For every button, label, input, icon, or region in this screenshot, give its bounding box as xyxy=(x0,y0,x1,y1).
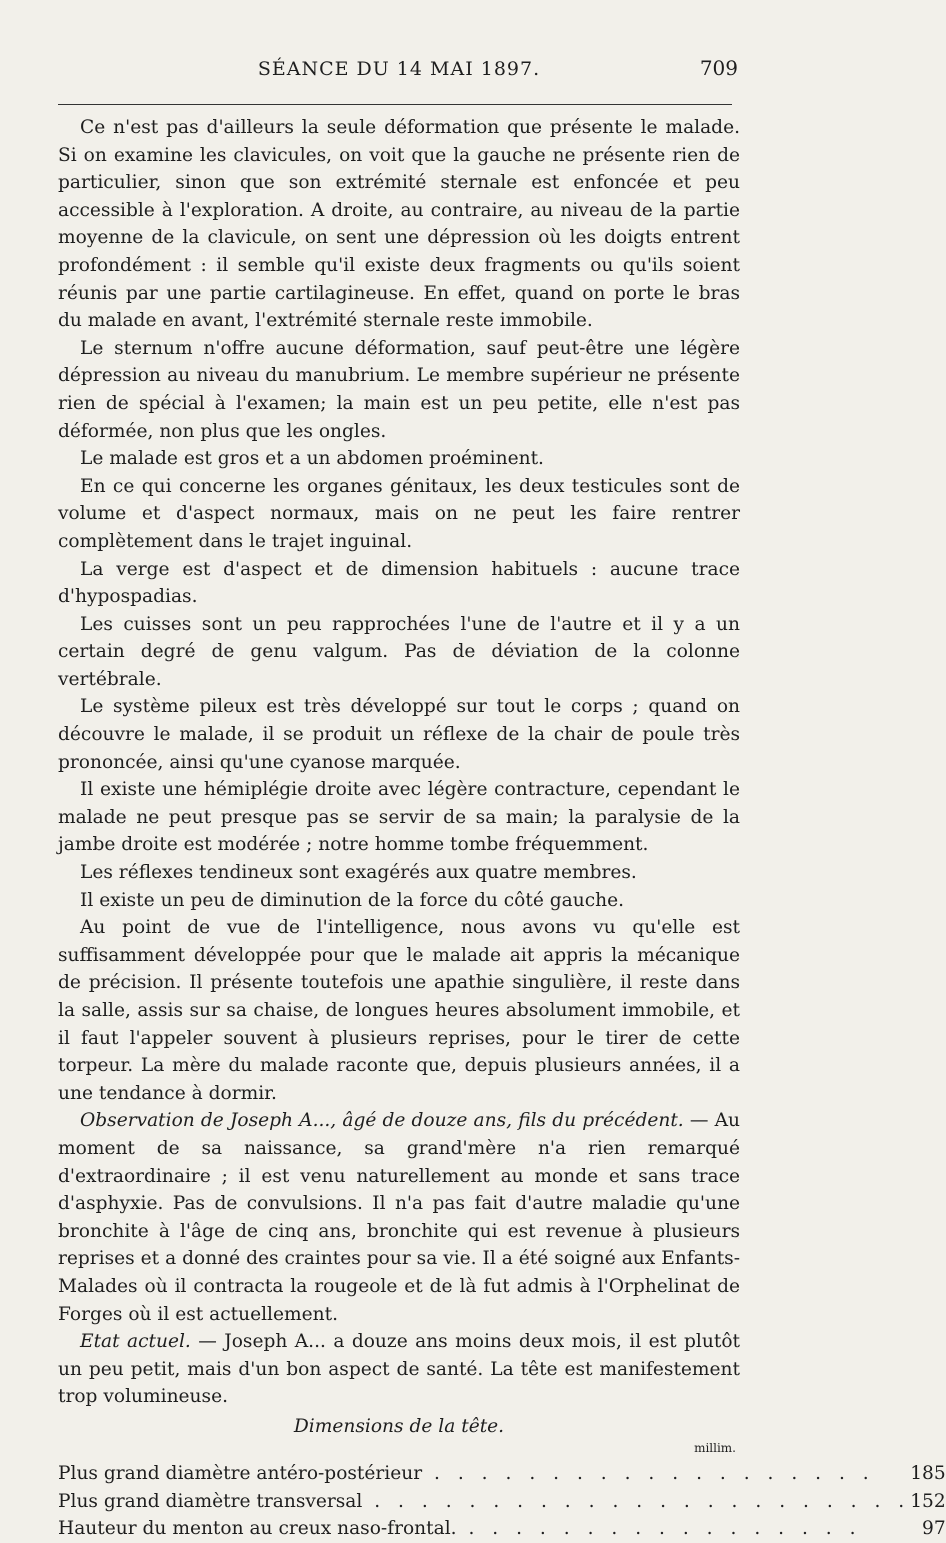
etat-actuel-heading: Etat actuel. xyxy=(80,1331,191,1353)
paragraph: Le système pileux est très développé sur tout le corps ; quand on découvre le malade, il se produit un réflexe de la chair de poule très prononcée, ainsi qu'une cyanose marquée. xyxy=(58,696,740,773)
dimension-label: Plus grand diamètre transversal xyxy=(58,1490,363,1512)
paragraph: Il existe un peu de diminution de la force du côté gauche. xyxy=(80,889,625,911)
observation-heading: Observation de Joseph A..., âgé de douze ans, fils du précédent. xyxy=(80,1110,684,1132)
dimension-value: 152 xyxy=(910,1490,946,1512)
paragraph: Au point de vue de l'intelligence, nous avons vu qu'elle est suffisamment développée pour que le malade ait appris la mécanique de précision. Il présente toutefois une apathie singulière, il reste dans la salle, assis sur sa chaise, de longues heures absolument immobile, et il faut l'appeler souvent à plusieurs reprises, pour le tirer de cette torpeur. La mère du malade raconte que, depuis plusieurs années, il a une tendance à dormir. xyxy=(58,917,740,1104)
dimension-value: 97 xyxy=(922,1518,946,1540)
paragraph: Il existe une hémiplégie droite avec légère contracture, cependant le malade ne peut presque pas se servir de sa main; la paralysie de la jambe droite est modérée ; notre homme tombe fréquemment. xyxy=(58,779,740,856)
body-text xyxy=(58,114,946,1543)
leader-dots: . . . . . . . . . . . . . . . . . xyxy=(456,1518,862,1540)
table-row xyxy=(58,1488,946,1516)
paragraph-etat-actuel xyxy=(58,1328,740,1411)
paragraph: Ce n'est pas d'ailleurs la seule déformation que présente le malade. Si on examine les clavicules, on voit que la gauche ne présente rien de particulier, sinon que son extrémité sternale est enfoncée et peu accessible à l'exploration. A droite, au contraire, au niveau de la partie moyenne de la clavicule, on sent une dépression où les doigts entrent profondément : il semble qu'il existe deux fragments ou qu'ils soient réunis par une partie cartilagineuse. En effet, quand on porte le bras du malade en avant, l'extrémité sternale reste immobile. xyxy=(58,117,740,332)
dimensions-table xyxy=(58,1460,946,1543)
dimensions-title: Dimensions de la tête. xyxy=(293,1415,505,1437)
dimension-value: 185 xyxy=(910,1463,946,1485)
observation-text: — Au moment de sa naissance, sa grand'mère n'a rien remarqué d'extraordinaire ; il est venu naturellement au monde et sans trace d'asphyxie. Pas de convulsions. Il n'a pas fait d'autre maladie qu'une bronchite à l'âge de cinq ans, bronchite qui est revenue à plusieurs reprises et a donné des craintes pour sa vie. Il a été soigné aux Enfants-Malades où il contracta la rougeole et de là fut admis à l'Orphelinat de Forges où il est actuellement. xyxy=(58,1110,740,1325)
paragraph: Le sternum n'offre aucune déformation, sauf peut-être une légère dépression au niveau du manubrium. Le membre supérieur ne présente rien de spécial à l'examen; la main est un peu petite, elle n'est pas déformée, non plus que les ongles. xyxy=(58,337,740,442)
paragraph: En ce qui concerne les organes génitaux, les deux testicules sont de volume et d'aspect normaux, mais on ne peut les faire rentrer complètement dans le trajet inguinal. xyxy=(58,475,740,552)
header-rule xyxy=(58,104,732,105)
leader-dots: . . . . . . . . . . . . . . . . . . . xyxy=(422,1463,875,1485)
page-header xyxy=(60,58,738,88)
table-row xyxy=(58,1460,946,1488)
dimension-label: Hauteur du menton au creux naso-frontal. xyxy=(58,1518,457,1540)
dimensions-unit: millim. xyxy=(694,1440,736,1455)
paragraph: Le malade est gros et a un abdomen proéminent. xyxy=(80,448,544,470)
leader-dots: . . . . . . . . . . . . . . . . . . . . . . . xyxy=(362,1490,911,1512)
running-title: SÉANCE DU 14 MAI 1897. xyxy=(257,58,541,80)
etat-actuel-text: — Joseph A... a douze ans moins deux mois, il est plutôt un peu petit, mais d'un bon aspect de santé. La tête est manifestement trop volumineuse. xyxy=(58,1331,740,1408)
paragraph: Les cuisses sont un peu rapprochées l'une de l'autre et il y a un certain degré de genu valgum. Pas de déviation de la colonne vertébrale. xyxy=(58,613,740,690)
paragraph-observation xyxy=(58,1107,740,1328)
table-row xyxy=(58,1515,946,1543)
dimension-label: Plus grand diamètre antéro-postérieur xyxy=(58,1463,423,1485)
paragraph: La verge est d'aspect et de dimension habituels : aucune trace d'hypospadias. xyxy=(58,558,740,608)
page-number: 709 xyxy=(699,56,738,80)
paragraph: Les réflexes tendineux sont exagérés aux quatre membres. xyxy=(80,862,637,884)
